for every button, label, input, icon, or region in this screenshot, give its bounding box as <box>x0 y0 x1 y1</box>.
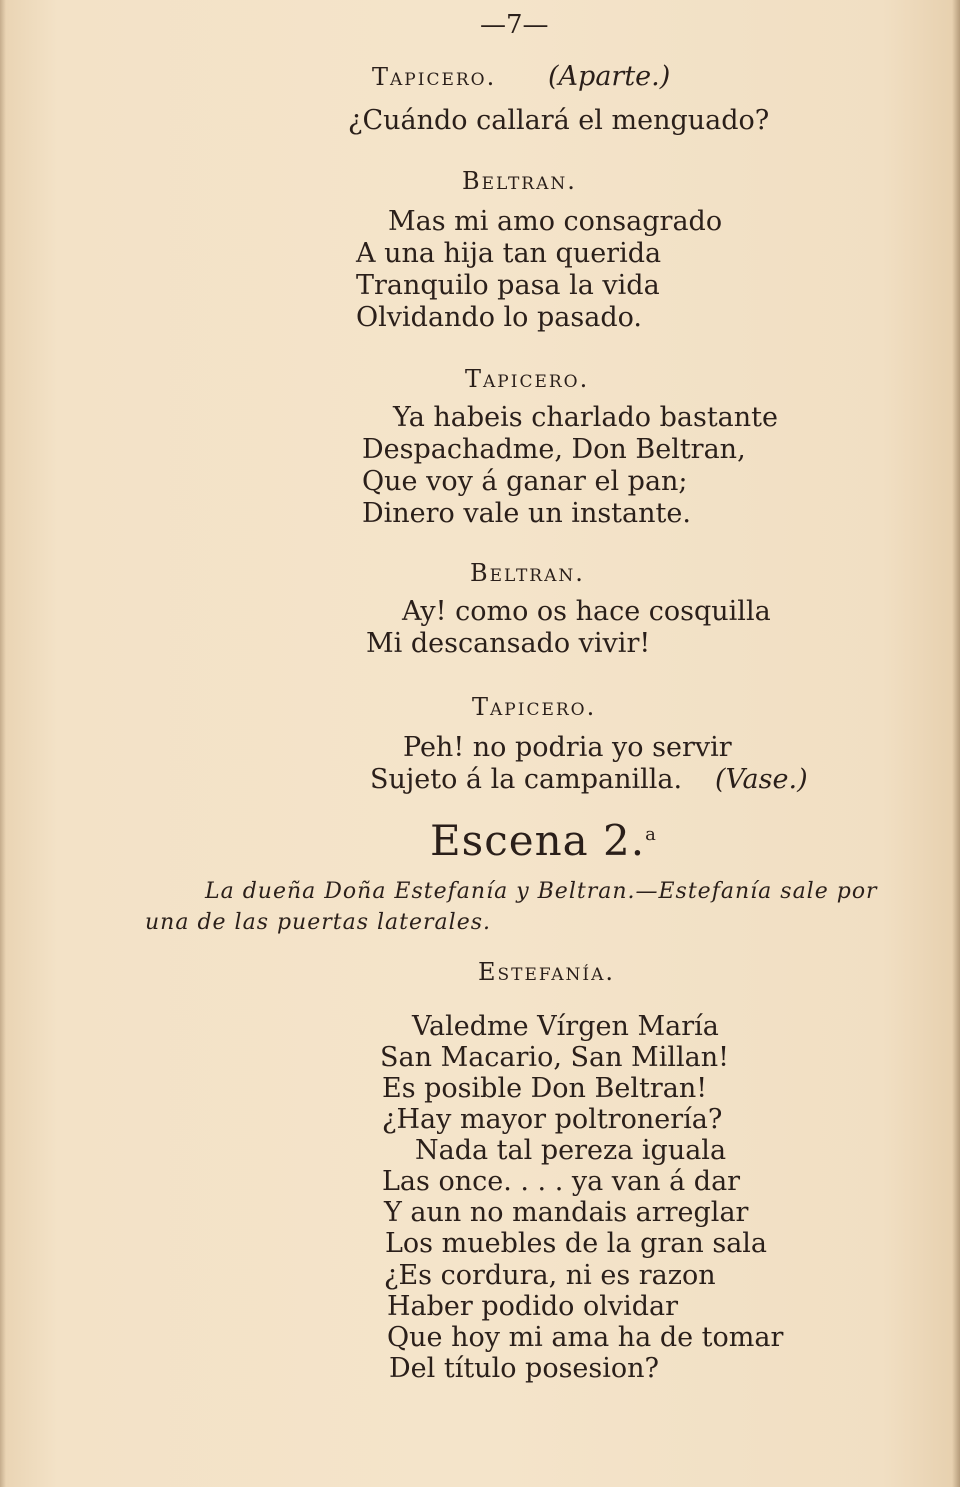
verse-line: Valedme Vírgen María <box>412 1011 719 1042</box>
verse-line: Tranquilo pasa la vida <box>356 270 660 301</box>
verse-line: Haber podido olvidar <box>387 1291 679 1322</box>
page-edge-shadow-left <box>0 0 6 1487</box>
page-number: —7— <box>480 10 549 40</box>
verse-line: Ya habeis charlado bastante <box>393 402 779 433</box>
scene-heading: Escena 2.$^a$ <box>430 816 657 865</box>
verse-line: Del título posesion? <box>389 1353 660 1384</box>
speaker-tapicero: Tapicero. <box>372 63 497 91</box>
stage-exit: (Vase.) <box>715 764 808 795</box>
verse-line: Y aun no mandais arreglar <box>384 1197 749 1228</box>
verse-line: Que hoy mi ama ha de tomar <box>387 1322 784 1353</box>
verse-line: ¿Es cordura, ni es razon <box>384 1260 716 1291</box>
verse-line: Mi descansado vivir! <box>366 628 651 659</box>
speaker-beltran: Beltran. <box>462 167 577 195</box>
page-edge-shadow-right <box>952 0 960 1487</box>
verse-line: A una hija tan querida <box>356 238 662 269</box>
verse-line: Los muebles de la gran sala <box>385 1228 768 1259</box>
stage-direction: La dueña Doña Estefanía y Beltran.—Estefanía sale por <box>205 879 878 904</box>
verse-line: Mas mi amo consagrado <box>388 206 723 237</box>
speaker-tapicero: Tapicero. <box>465 365 590 393</box>
speaker-tapicero: Tapicero. <box>472 693 597 721</box>
speaker-estefania: Estefanía. <box>478 958 616 986</box>
verse-line: Que voy á ganar el pan; <box>362 466 688 497</box>
verse-line: Ay! como os hace cosquilla <box>402 596 771 627</box>
verse-line: Las once. . . . ya van á dar <box>382 1166 741 1197</box>
stage-aside: (Aparte.) <box>548 61 671 92</box>
verse-line: Sujeto á la campanilla. <box>370 764 683 795</box>
verse-line: ¿Cuándo callará el menguado? <box>348 105 770 136</box>
verse-line: San Macario, San Millan! <box>380 1042 729 1073</box>
verse-line: Es posible Don Beltran! <box>382 1073 708 1104</box>
verse-line: ¿Hay mayor poltronería? <box>382 1104 723 1135</box>
stage-direction: una de las puertas laterales. <box>145 910 491 935</box>
speaker-beltran: Beltran. <box>470 559 585 587</box>
verse-line: Dinero vale un instante. <box>362 498 691 529</box>
verse-line: Nada tal pereza iguala <box>415 1135 727 1166</box>
verse-line: Despachadme, Don Beltran, <box>362 434 746 465</box>
verse-line: Peh! no podria yo servir <box>403 732 732 763</box>
verse-line: Olvidando lo pasado. <box>356 302 643 333</box>
